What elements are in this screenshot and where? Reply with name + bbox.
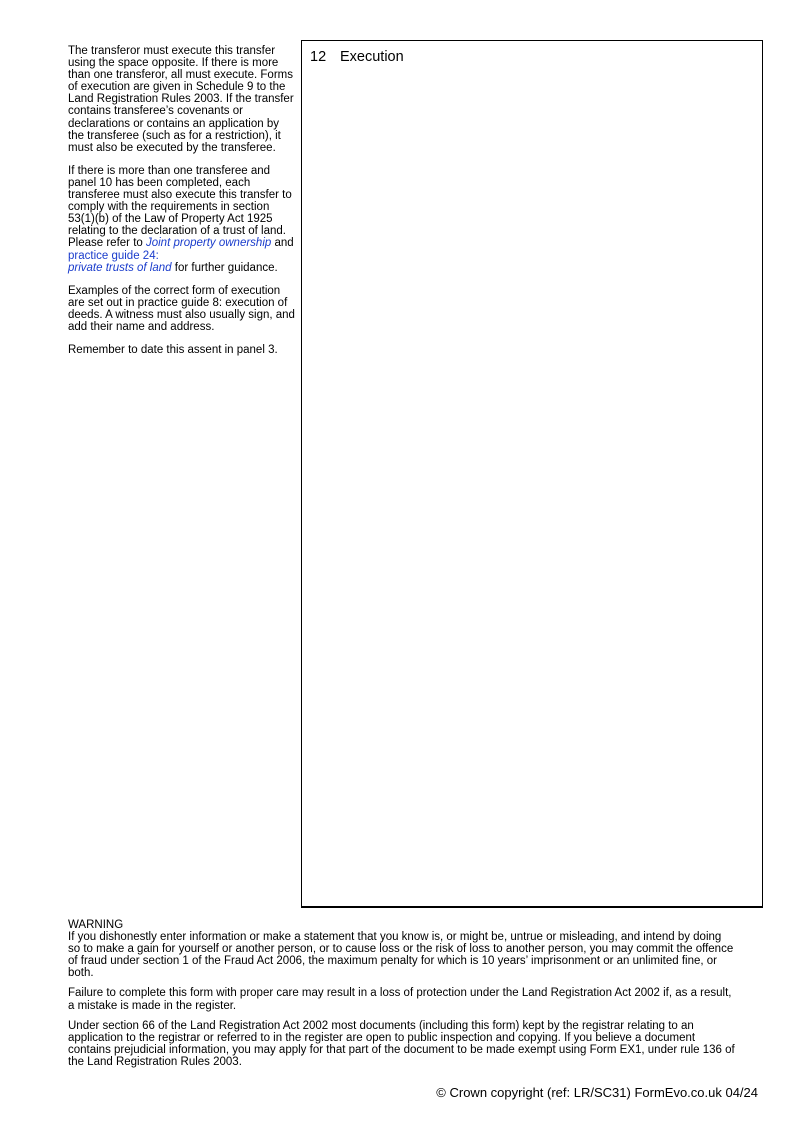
guidance-text: and bbox=[271, 237, 294, 250]
panel-title: Execution bbox=[340, 49, 404, 65]
warning-title: WARNING bbox=[68, 919, 124, 931]
joint-property-ownership-link[interactable]: Joint property ownership bbox=[145, 237, 272, 250]
guidance-text: If there is more than one transferee and panel 10 has been completed, each transferee must also execute this transfer to comply with the requirements in section 53(1)(b) of the Law of Property Act 1925 relating to the declaration of a trust of land. Please refer to bbox=[68, 164, 292, 250]
warning-fraud-paragraph: If you dishonestly enter information or make a statement that you know is, or might be, untrue or misleading, and intend by doing so to make a gain for yourself or another person, or to cause loss or the risk of loss to another person, you may commit the offence of fraud under section 1 of the Fraud Act 2006, the maximum penalty for which is 10 years’ imprisonment or an unlimited fine, or both. bbox=[68, 931, 734, 980]
execution-panel[interactable] bbox=[301, 40, 763, 908]
warning-inspection-paragraph: Under section 66 of the Land Registration Act 2002 most documents (including this form) kept by the registrar relating to an application to the registrar or referred to in the register are open to public inspection and copying. If you believe a document contains prejudicial information, you may apply for that part of the document to be made exempt using Form EX1, under rule 136 of the Land Registration Rules 2003. bbox=[68, 1019, 735, 1068]
practice-guide-24-link[interactable]: practice guide 24: bbox=[68, 249, 159, 262]
guidance-paragraph-execute: The transferor must execute this transfer using the space opposite. If there is more than one transferor, all must execute. Forms of execution are given in Schedule 9 to the Land Registration Rules 2003. If the transfer contains transferee’s covenants or declarations or contains an application by the transferee (such as for a restriction), it must also be executed by the transferee. bbox=[68, 45, 294, 154]
panel-heading bbox=[310, 49, 404, 65]
warning-section bbox=[68, 919, 736, 1076]
warning-care-paragraph: Failure to complete this form with proper care may result in a loss of protection under the Land Registration Act 2002 if, as a result, a mistake is made in the register. bbox=[68, 987, 732, 1012]
guidance-paragraph-examples: Examples of the correct form of execution are set out in practice guide 8: execution of deeds. A witness must also usually sign, and add their name and address. bbox=[68, 284, 295, 333]
guidance-text: for further guidance. bbox=[171, 261, 278, 274]
copyright-footer: © Crown copyright (ref: LR/SC31) FormEvo.co.uk 04/24 bbox=[436, 1085, 758, 1100]
guidance-paragraph-date-reminder: Remember to date this assent in panel 3. bbox=[68, 344, 278, 357]
panel-number: 12 bbox=[310, 49, 327, 65]
private-trusts-of-land-link[interactable]: private trusts of land bbox=[68, 261, 172, 274]
guidance-column bbox=[68, 45, 296, 367]
guidance-paragraph-transferees bbox=[68, 165, 296, 274]
